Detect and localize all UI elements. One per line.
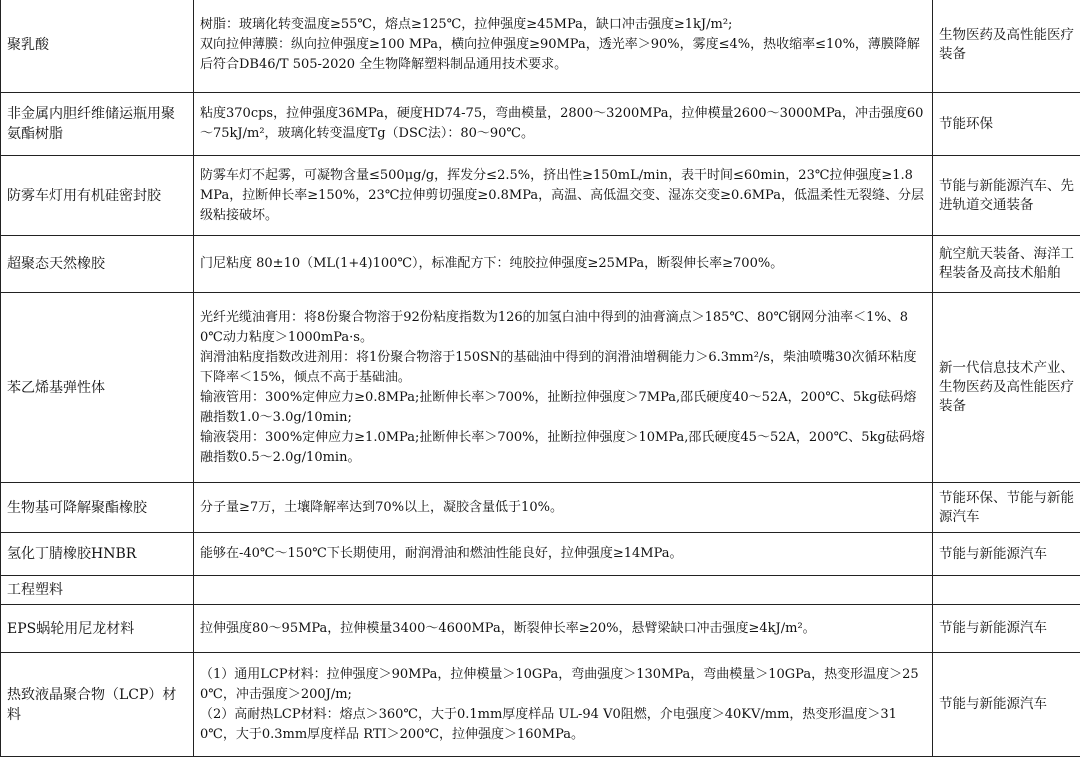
spec-line: 树脂：玻璃化转变温度≥55℃，熔点≥125℃，拉伸强度≥45MPa，缺口冲击强度≥1kJ/m²; <box>200 16 733 32</box>
spec-line: （2）高耐热LCP材料：熔点＞360℃，大于0.1mm厚度样品 UL-94 V0阻燃，介电强度＞40KV/mm，热变形温度＞310℃，大于0.3mm厚度样品 RTI＞200℃，拉伸强度＞160MPa。 <box>200 706 897 742</box>
application-field: 生物医药及高性能医疗装备 <box>933 0 1080 93</box>
spec-cell <box>194 236 933 293</box>
application-field: 节能与新能源汽车 <box>933 605 1080 653</box>
table-row <box>1 483 1080 533</box>
spec-line: 拉伸强度80～95MPa，拉伸模量3400～4600MPa，断裂伸长率≥20%，悬臂梁缺口冲击强度≥4kJ/m²。 <box>200 620 816 636</box>
table-row <box>1 156 1080 236</box>
section-row <box>1 576 1080 605</box>
spec-line: 粘度370cps，拉伸强度36MPa，硬度HD74-75，弯曲模量，2800～3200MPa，拉伸模量2600～3000MPa，冲击强度60～75kJ/m²，玻璃化转变温度Tg（DSC法）：80～90℃。 <box>200 106 924 141</box>
material-name: 热致液晶聚合物（LCP）材料 <box>1 653 194 757</box>
spec-cell <box>194 653 933 757</box>
table-row <box>1 533 1080 576</box>
spec-cell <box>194 93 933 156</box>
spec-line: 能够在-40℃～150℃下长期使用，耐润滑油和燃油性能良好，拉伸强度≥14MPa。 <box>200 546 683 561</box>
spec-cell <box>194 156 933 236</box>
spec-line: 防雾车灯不起雾，可凝物含量≤500μg/g，挥发分≤2.5%，挤出性≥150mL/min，表干时间≤60min，23℃拉伸强度≥1.8MPa，拉断伸长率≥150%，23℃拉伸剪切强度≥0.8MPa，高温、高低温交变、湿冻交变≥0.6MPa，低温柔性无裂缝、分层级粘接破坏。 <box>200 167 924 223</box>
application-field: 节能环保 <box>933 93 1080 156</box>
spec-line: 输液袋用：300%定伸应力≥1.0MPa;扯断伸长率＞700%，扯断拉伸强度＞10MPa,邵氏硬度45～52A，200℃、5kg砝码熔融指数0.5～2.0g/10min。 <box>200 429 925 465</box>
material-name: EPS蜗轮用尼龙材料 <box>1 605 194 653</box>
material-name: 生物基可降解聚酯橡胶 <box>1 483 194 533</box>
spec-line: 光纤光缆油膏用：将8份聚合物溶于92份粘度指数为126的加氢白油中得到的油膏滴点＞185℃、80℃钢网分油率＜1%、80℃动力粘度＞1000mPa·s。 <box>200 309 908 345</box>
spec-line: 分子量≥7万，土壤降解率达到70%以上，凝胶含量低于10%。 <box>200 499 563 515</box>
table-row <box>1 236 1080 293</box>
spec-cell <box>194 293 933 483</box>
material-name: 超聚态天然橡胶 <box>1 236 194 293</box>
spec-cell <box>194 533 933 576</box>
empty-cell <box>933 576 1080 605</box>
table-row <box>1 605 1080 653</box>
material-name: 聚乳酸 <box>1 0 194 93</box>
application-field: 节能与新能源汽车、先进轨道交通装备 <box>933 156 1080 236</box>
section-title: 工程塑料 <box>1 576 194 605</box>
spec-cell <box>194 605 933 653</box>
application-field: 航空航天装备、海洋工程装备及高技术船舶 <box>933 236 1080 293</box>
spec-line: （1）通用LCP材料：拉伸强度＞90MPa，拉伸模量＞10GPa，弯曲强度＞130MPa，弯曲模量＞10GPa，热变形温度＞250℃，冲击强度＞200J/m; <box>200 666 919 702</box>
application-field: 节能环保、节能与新能源汽车 <box>933 483 1080 533</box>
material-name: 氢化丁腈橡胶HNBR <box>1 533 194 576</box>
spec-line: 门尼粘度 80±10（ML(1+4)100℃），标准配方下：纯胶拉伸强度≥25MPa，断裂伸长率≥700%。 <box>200 256 784 271</box>
spec-line: 输液管用：300%定伸应力≥0.8MPa;扯断伸长率＞700%，扯断拉伸强度＞7MPa,邵氏硬度40～52A，200℃、5kg砝码熔融指数1.0～3.0g/10min; <box>200 389 917 425</box>
spec-cell <box>194 0 933 93</box>
spec-line: 润滑油粘度指数改进剂用：将1份聚合物溶于150SN的基础油中得到的润滑油增稠能力＞6.3mm²/s，柴油喷嘴30次循环粘度下降率＜15%，倾点不高于基础油。 <box>200 349 917 385</box>
material-name: 非金属内胆纤维储运瓶用聚氨酯树脂 <box>1 93 194 156</box>
application-field: 新一代信息技术产业、生物医药及高性能医疗装备 <box>933 293 1080 483</box>
table-row <box>1 0 1080 93</box>
material-name: 防雾车灯用有机硅密封胶 <box>1 156 194 236</box>
spec-line: 双向拉伸薄膜：纵向拉伸强度≥100 MPa，横向拉伸强度≥90MPa，透光率＞90%，雾度≤4%，热收缩率≤10%，薄膜降解后符合DB46/T 505-2020 全生物降解塑料制品通用技术要求。 <box>200 36 920 72</box>
application-field: 节能与新能源汽车 <box>933 653 1080 757</box>
table-row <box>1 653 1080 757</box>
material-name: 苯乙烯基弹性体 <box>1 293 194 483</box>
spec-cell <box>194 483 933 533</box>
empty-cell <box>194 576 933 605</box>
application-field: 节能与新能源汽车 <box>933 533 1080 576</box>
table-row <box>1 93 1080 156</box>
table-row <box>1 293 1080 483</box>
